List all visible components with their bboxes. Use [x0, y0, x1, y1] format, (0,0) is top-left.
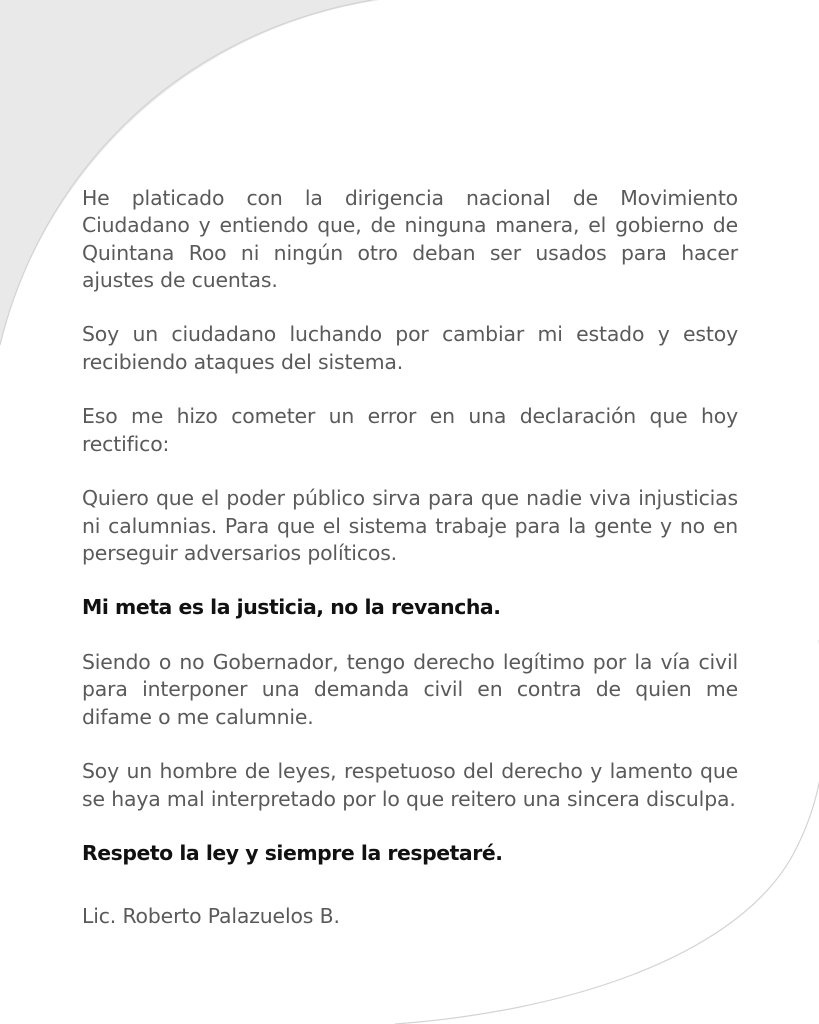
paragraph-poder-publico: Quiero que el poder público sirva para que nadie viva injusticias ni calumnias. Para que el sistema trabaje para la gente y no en perseguir adversarios políticos.	[82, 486, 738, 565]
paragraph-derecho-civil: Siendo o no Gobernador, tengo derecho legítimo por la vía civil para interponer una demanda civil en contra de quien me difame o me calumnie.	[82, 650, 738, 729]
emphasis-justicia: Mi meta es la justicia, no la revancha.	[82, 595, 501, 620]
emphasis-respeto-ley: Respeto la ley y siempre la respetaré.	[82, 841, 503, 866]
paragraph-movimiento-ciudadano: He platicado con la dirigencia nacional de Movimiento Ciudadano y entiendo que, de ninguna manera, el gobierno de Quintana Roo ni ningún otro deban ser usados para hacer ajustes de cuentas.	[82, 186, 738, 292]
paragraph-error-rectifico: Eso me hizo cometer un error en una declaración que hoy rectifico:	[82, 404, 738, 456]
statement-letter	[82, 185, 738, 958]
paragraph-ciudadano-luchando: Soy un ciudadano luchando por cambiar mi estado y estoy recibiendo ataques del sistema.	[82, 322, 738, 374]
signature: Lic. Roberto Palazuelos B.	[82, 904, 340, 929]
paragraph-disculpa: Soy un hombre de leyes, respetuoso del derecho y lamento que se haya mal interpretado por lo que reitero una sincera disculpa.	[82, 759, 738, 811]
